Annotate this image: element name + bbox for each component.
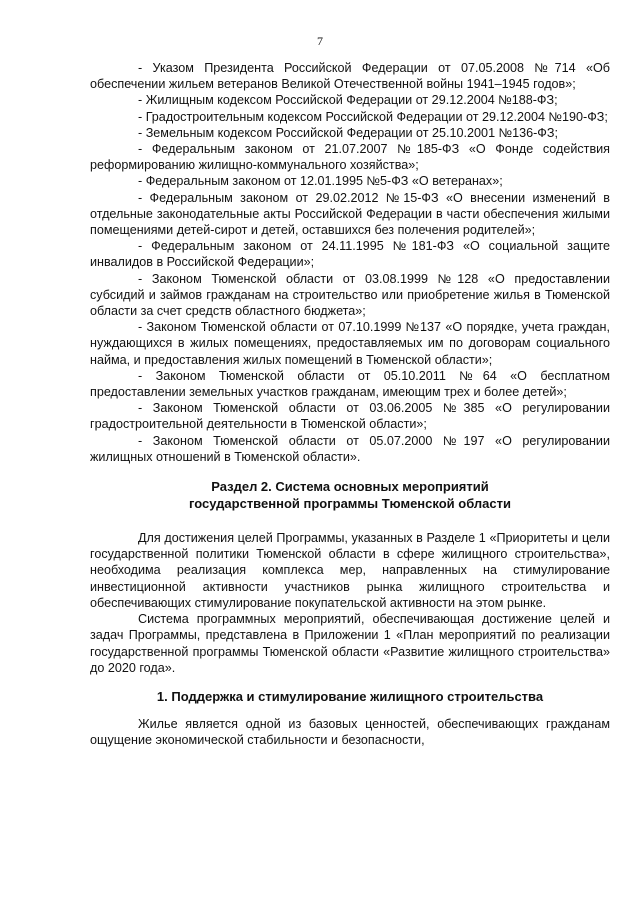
list-item: - Федеральным законом от 12.01.1995 №5-ФЗ «О ветеранах»;	[138, 174, 503, 189]
list-item: - Градостроительным кодексом Российской Федерации от 29.12.2004 №190-ФЗ;	[138, 109, 608, 124]
list-item: - Федеральным законом от 24.11.1995 №181-ФЗ «О социальной защите инвалидов в Российской Федерации»;	[90, 239, 610, 270]
subsection-1-heading: 1. Поддержка и стимулирование жилищного строительства	[156, 688, 544, 704]
document-body	[90, 60, 610, 749]
section-2-title-line-2: государственной программы Тюменской области	[189, 495, 511, 511]
list-item: - Земельным кодексом Российской Федерации от 25.10.2001 №136-ФЗ;	[138, 125, 558, 140]
section-2-heading	[90, 479, 610, 512]
list-item: - Федеральным законом от 21.07.2007 №185-ФЗ «О Фонде содействия реформированию жилищно-коммунального хозяйства»;	[90, 142, 610, 173]
legal-basis-list	[90, 60, 610, 465]
list-item: - Законом Тюменской области от 05.07.2000 №197 «О регулировании жилищных отношений в Тюменской области».	[90, 433, 610, 464]
page-number: 7	[317, 34, 323, 48]
list-item: - Законом Тюменской области от 03.08.1999 №128 «О предоставлении субсидий и займов гражданам на строительство или приобретение жилья в Тюменской области за счет средств областного бюджета»;	[90, 271, 610, 319]
section-2-title-line-1: Раздел 2. Система основных мероприятий	[211, 479, 489, 495]
list-item: - Законом Тюменской области от 05.10.2011 №64 «О бесплатном предоставлении земельных участков гражданам, имеющим трех и более детей»;	[90, 368, 610, 400]
list-item: - Законом Тюменской области от 03.06.2005 №385 «О регулировании градостроительной деятельности в Тюменской области»;	[90, 401, 610, 432]
section-2-paragraph-2: Система программных мероприятий, обеспечивающая достижение целей и задач Программы, представлена в Приложении 1 «План мероприятий по реализации государственной программы Тюменской области «Развитие жилищного строительства» до 2020 года».	[90, 612, 610, 675]
list-item: - Законом Тюменской области от 07.10.1999 №137 «О порядке, учета граждан, нуждающихся в жилых помещениях, предоставляемых им по договорам социального найма, и предоставления жилых помещений в Тюменской области»;	[90, 320, 610, 367]
section-2-paragraph-1: Для достижения целей Программы, указанных в Разделе 1 «Приоритеты и цели государственной политики Тюменской области в сфере жилищного строительства», необходима реализация комплекса мер, направленных на стимулирование инвестиционной активности участников рынка жилищного строительства и обеспечивающих стимулирование покупательской активности на этом рынке.	[90, 531, 610, 610]
subsection-1-paragraph: Жилье является одной из базовых ценностей, обеспечивающих гражданам ощущение экономической стабильности и безопасности,	[90, 717, 610, 748]
list-item: - Жилищным кодексом Российской Федерации от 29.12.2004 №188-ФЗ;	[138, 93, 558, 108]
list-item: - Указом Президента Российской Федерации от 07.05.2008 №714 «Об обеспечении жильем ветеранов Великой Отечественной войны 1941–1945 годов»;	[90, 61, 610, 92]
section-2-body	[90, 530, 610, 676]
list-item: - Федеральным законом от 29.02.2012 №15-ФЗ «О внесении изменений в отдельные законодательные акты Российской Федерации в части обеспечения жилыми помещениями детей-сирот и детей, оставшихся без полечения родителей»;	[90, 190, 610, 238]
